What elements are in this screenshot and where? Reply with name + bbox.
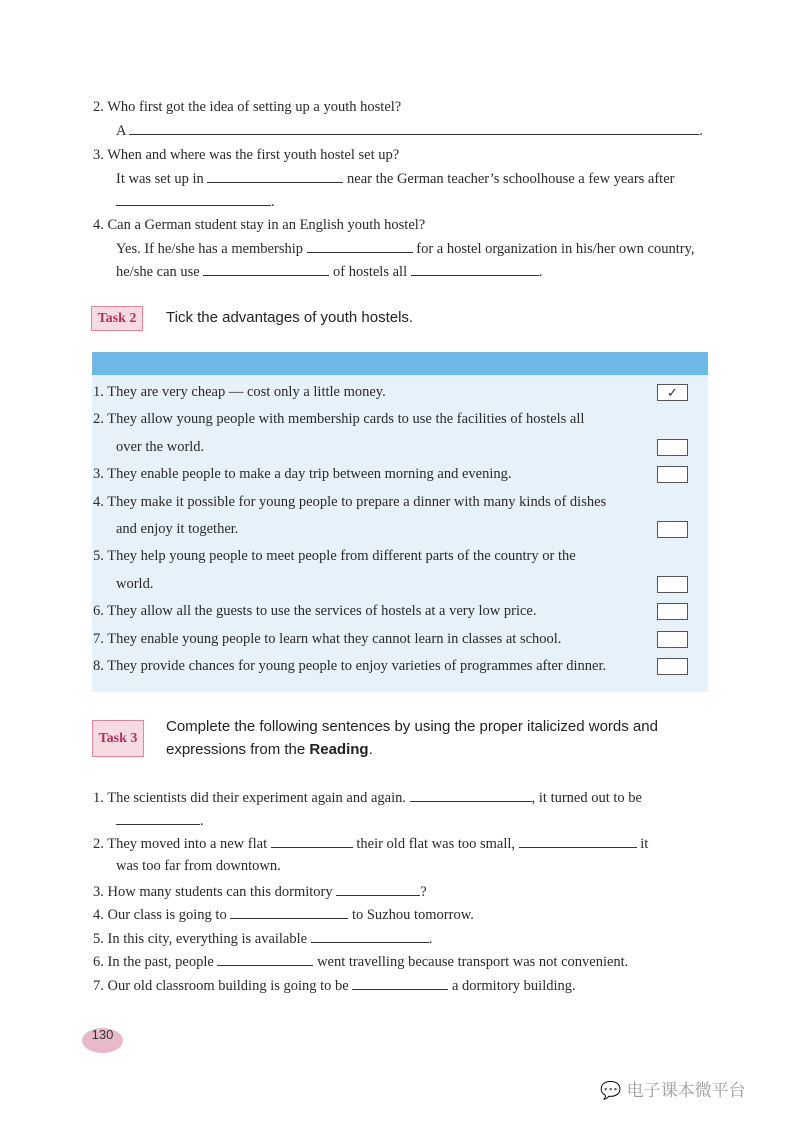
item-num: 2. xyxy=(93,836,104,852)
item-num: 1. xyxy=(93,790,104,806)
q-num: 2. xyxy=(93,99,104,115)
advantage-item-line xyxy=(93,410,584,428)
advantage-item-line xyxy=(116,438,204,456)
page-number: 130 xyxy=(82,1028,123,1053)
sentence-text: to Suzhou tomorrow. xyxy=(351,907,474,923)
advantage-item-line xyxy=(93,657,606,675)
advantage-checkbox[interactable] xyxy=(657,521,688,538)
item-text: They allow young people with membership cards to use the facilities of hostels all xyxy=(107,411,585,428)
task-3-instruction-line-2 xyxy=(166,741,373,759)
answer-blank[interactable] xyxy=(217,952,313,966)
sentence-line xyxy=(93,788,642,807)
advantage-checkbox[interactable] xyxy=(657,576,688,593)
watermark xyxy=(600,1076,746,1101)
q-num: 4. xyxy=(93,217,104,233)
answer-text: . xyxy=(538,264,543,280)
answer-text: for a hostel organization in his/her own country, xyxy=(416,241,695,257)
sentence-text: How many students can this dormitory xyxy=(107,884,333,900)
item-text: They enable young people to learn what they cannot learn in classes at school. xyxy=(107,630,562,647)
sentence-text: . xyxy=(200,813,204,829)
item-text: They enable people to make a day trip between morning and evening. xyxy=(107,466,512,483)
answer-blank[interactable] xyxy=(410,788,532,802)
answer-blank[interactable] xyxy=(230,905,348,919)
answer-text: It was set up in xyxy=(116,171,204,187)
item-num: 3. xyxy=(93,884,104,900)
answer-prefix: A xyxy=(116,123,126,139)
sentence-text: was too far from downtown. xyxy=(116,858,281,874)
instruction-text: expressions from the xyxy=(166,741,310,758)
instruction-bold: Reading xyxy=(309,741,369,758)
answer-blank[interactable] xyxy=(336,882,420,896)
sentence-text: Our old classroom building is going to be xyxy=(107,978,349,994)
sentence-text: In the past, people xyxy=(107,954,214,970)
item-num: 7. xyxy=(93,630,104,647)
item-text: world. xyxy=(116,575,154,592)
advantage-item-line xyxy=(93,547,576,565)
watermark-text: 电子课本微平台 xyxy=(626,1081,746,1101)
advantage-checkbox[interactable]: ✓ xyxy=(657,384,688,401)
answer-text: near the German teacher’s schoolhouse a few years after xyxy=(347,171,675,187)
sentence-text: The scientists did their experiment again and again. xyxy=(107,790,407,806)
question-3 xyxy=(93,146,399,164)
advantages-table xyxy=(92,352,708,692)
item-num: 1. xyxy=(93,384,104,400)
q-text: When and where was the first youth hostel set up? xyxy=(107,147,400,163)
task-3-instruction-line-1: Complete the following sentences by using the proper italicized words and xyxy=(166,718,658,735)
sentence-text: , it turned out to be xyxy=(531,790,642,806)
advantage-item-line xyxy=(116,575,153,593)
answer-blank[interactable] xyxy=(307,239,413,253)
advantage-checkbox[interactable] xyxy=(657,466,688,483)
instruction-end: . xyxy=(368,741,373,758)
sentence-line xyxy=(93,952,628,971)
answer-3 xyxy=(116,169,674,188)
answer-blank[interactable] xyxy=(352,976,448,990)
advantage-item-line xyxy=(93,602,537,620)
advantage-item-line xyxy=(93,493,606,511)
sentence-line xyxy=(93,882,427,901)
question-4 xyxy=(93,216,425,234)
item-num: 5. xyxy=(93,548,104,565)
answer-text: he/she can use xyxy=(116,264,200,280)
item-text: and enjoy it together. xyxy=(116,521,239,537)
answer-4-cont xyxy=(116,262,542,281)
item-num: 3. xyxy=(93,466,104,483)
item-num: 5. xyxy=(93,931,104,947)
answer-blank[interactable] xyxy=(203,262,329,276)
item-num: 4. xyxy=(93,907,104,923)
answer-blank[interactable] xyxy=(116,192,271,206)
sentence-text: In this city, everything is available xyxy=(107,931,308,947)
answer-blank[interactable] xyxy=(519,834,637,848)
sentence-line xyxy=(93,834,648,853)
answer-blank[interactable] xyxy=(311,929,429,943)
advantage-item-line xyxy=(93,383,386,401)
sentence-line xyxy=(116,857,281,875)
item-num: 7. xyxy=(93,978,104,994)
item-num: 2. xyxy=(93,411,104,428)
advantage-checkbox[interactable] xyxy=(657,658,688,675)
q-num: 3. xyxy=(93,147,104,163)
advantage-item-line xyxy=(116,520,238,538)
table-header-bar xyxy=(92,352,708,375)
item-text: They are very cheap — cost only a little money. xyxy=(107,384,386,400)
item-text: over the world. xyxy=(116,438,205,455)
task-2-instruction: Tick the advantages of youth hostels. xyxy=(166,309,414,326)
sentence-text: Our class is going to xyxy=(107,907,227,923)
item-text: They make it possible for young people to prepare a dinner with many kinds of dishes xyxy=(107,493,607,510)
sentence-text: it xyxy=(640,836,649,852)
item-num: 8. xyxy=(93,658,104,674)
answer-4 xyxy=(116,239,695,258)
answer-blank[interactable] xyxy=(116,811,200,825)
advantage-checkbox[interactable] xyxy=(657,631,688,648)
item-text: They help young people to meet people from different parts of the country or the xyxy=(107,548,576,565)
task-3-label: Task 3 xyxy=(92,720,144,757)
sentence-text: ? xyxy=(420,884,427,900)
answer-text: of hostels all xyxy=(333,264,408,280)
item-text: They provide chances for young people to enjoy varieties of programmes after dinner. xyxy=(107,658,607,674)
answer-2 xyxy=(116,121,703,140)
sentence-line xyxy=(93,905,474,924)
answer-blank[interactable] xyxy=(129,121,699,135)
q-text: Who first got the idea of setting up a youth hostel? xyxy=(107,99,402,115)
advantage-item-line xyxy=(93,630,561,648)
sentence-text: They moved into a new flat xyxy=(107,836,268,852)
item-text: They allow all the guests to use the services of hostels at a very low price. xyxy=(107,603,537,620)
advantage-checkbox[interactable] xyxy=(657,439,688,456)
answer-suffix: . xyxy=(699,123,703,139)
answer-3-cont xyxy=(116,192,275,211)
item-num: 6. xyxy=(93,954,104,970)
item-num: 4. xyxy=(93,493,104,510)
sentence-line xyxy=(116,811,204,830)
advantage-item-line xyxy=(93,465,512,483)
sentence-text: a dormitory building. xyxy=(452,978,576,994)
sentence-line xyxy=(93,976,576,995)
sentence-text: their old flat was too small, xyxy=(356,836,516,852)
question-2 xyxy=(93,98,401,116)
answer-blank[interactable] xyxy=(271,834,353,848)
answer-blank[interactable] xyxy=(411,262,539,276)
q-text: Can a German student stay in an English youth hostel? xyxy=(107,217,426,233)
sentence-text: went travelling because transport was not convenient. xyxy=(317,954,629,970)
sentence-text: . xyxy=(428,931,433,947)
wechat-icon: 💬 xyxy=(600,1081,622,1101)
task-2-label: Task 2 xyxy=(91,306,143,331)
item-num: 6. xyxy=(93,603,104,620)
answer-text: . xyxy=(271,194,275,210)
answer-blank[interactable] xyxy=(207,169,343,183)
answer-text: Yes. If he/she has a membership xyxy=(116,241,303,257)
advantage-checkbox[interactable] xyxy=(657,603,688,620)
sentence-line xyxy=(93,929,432,948)
